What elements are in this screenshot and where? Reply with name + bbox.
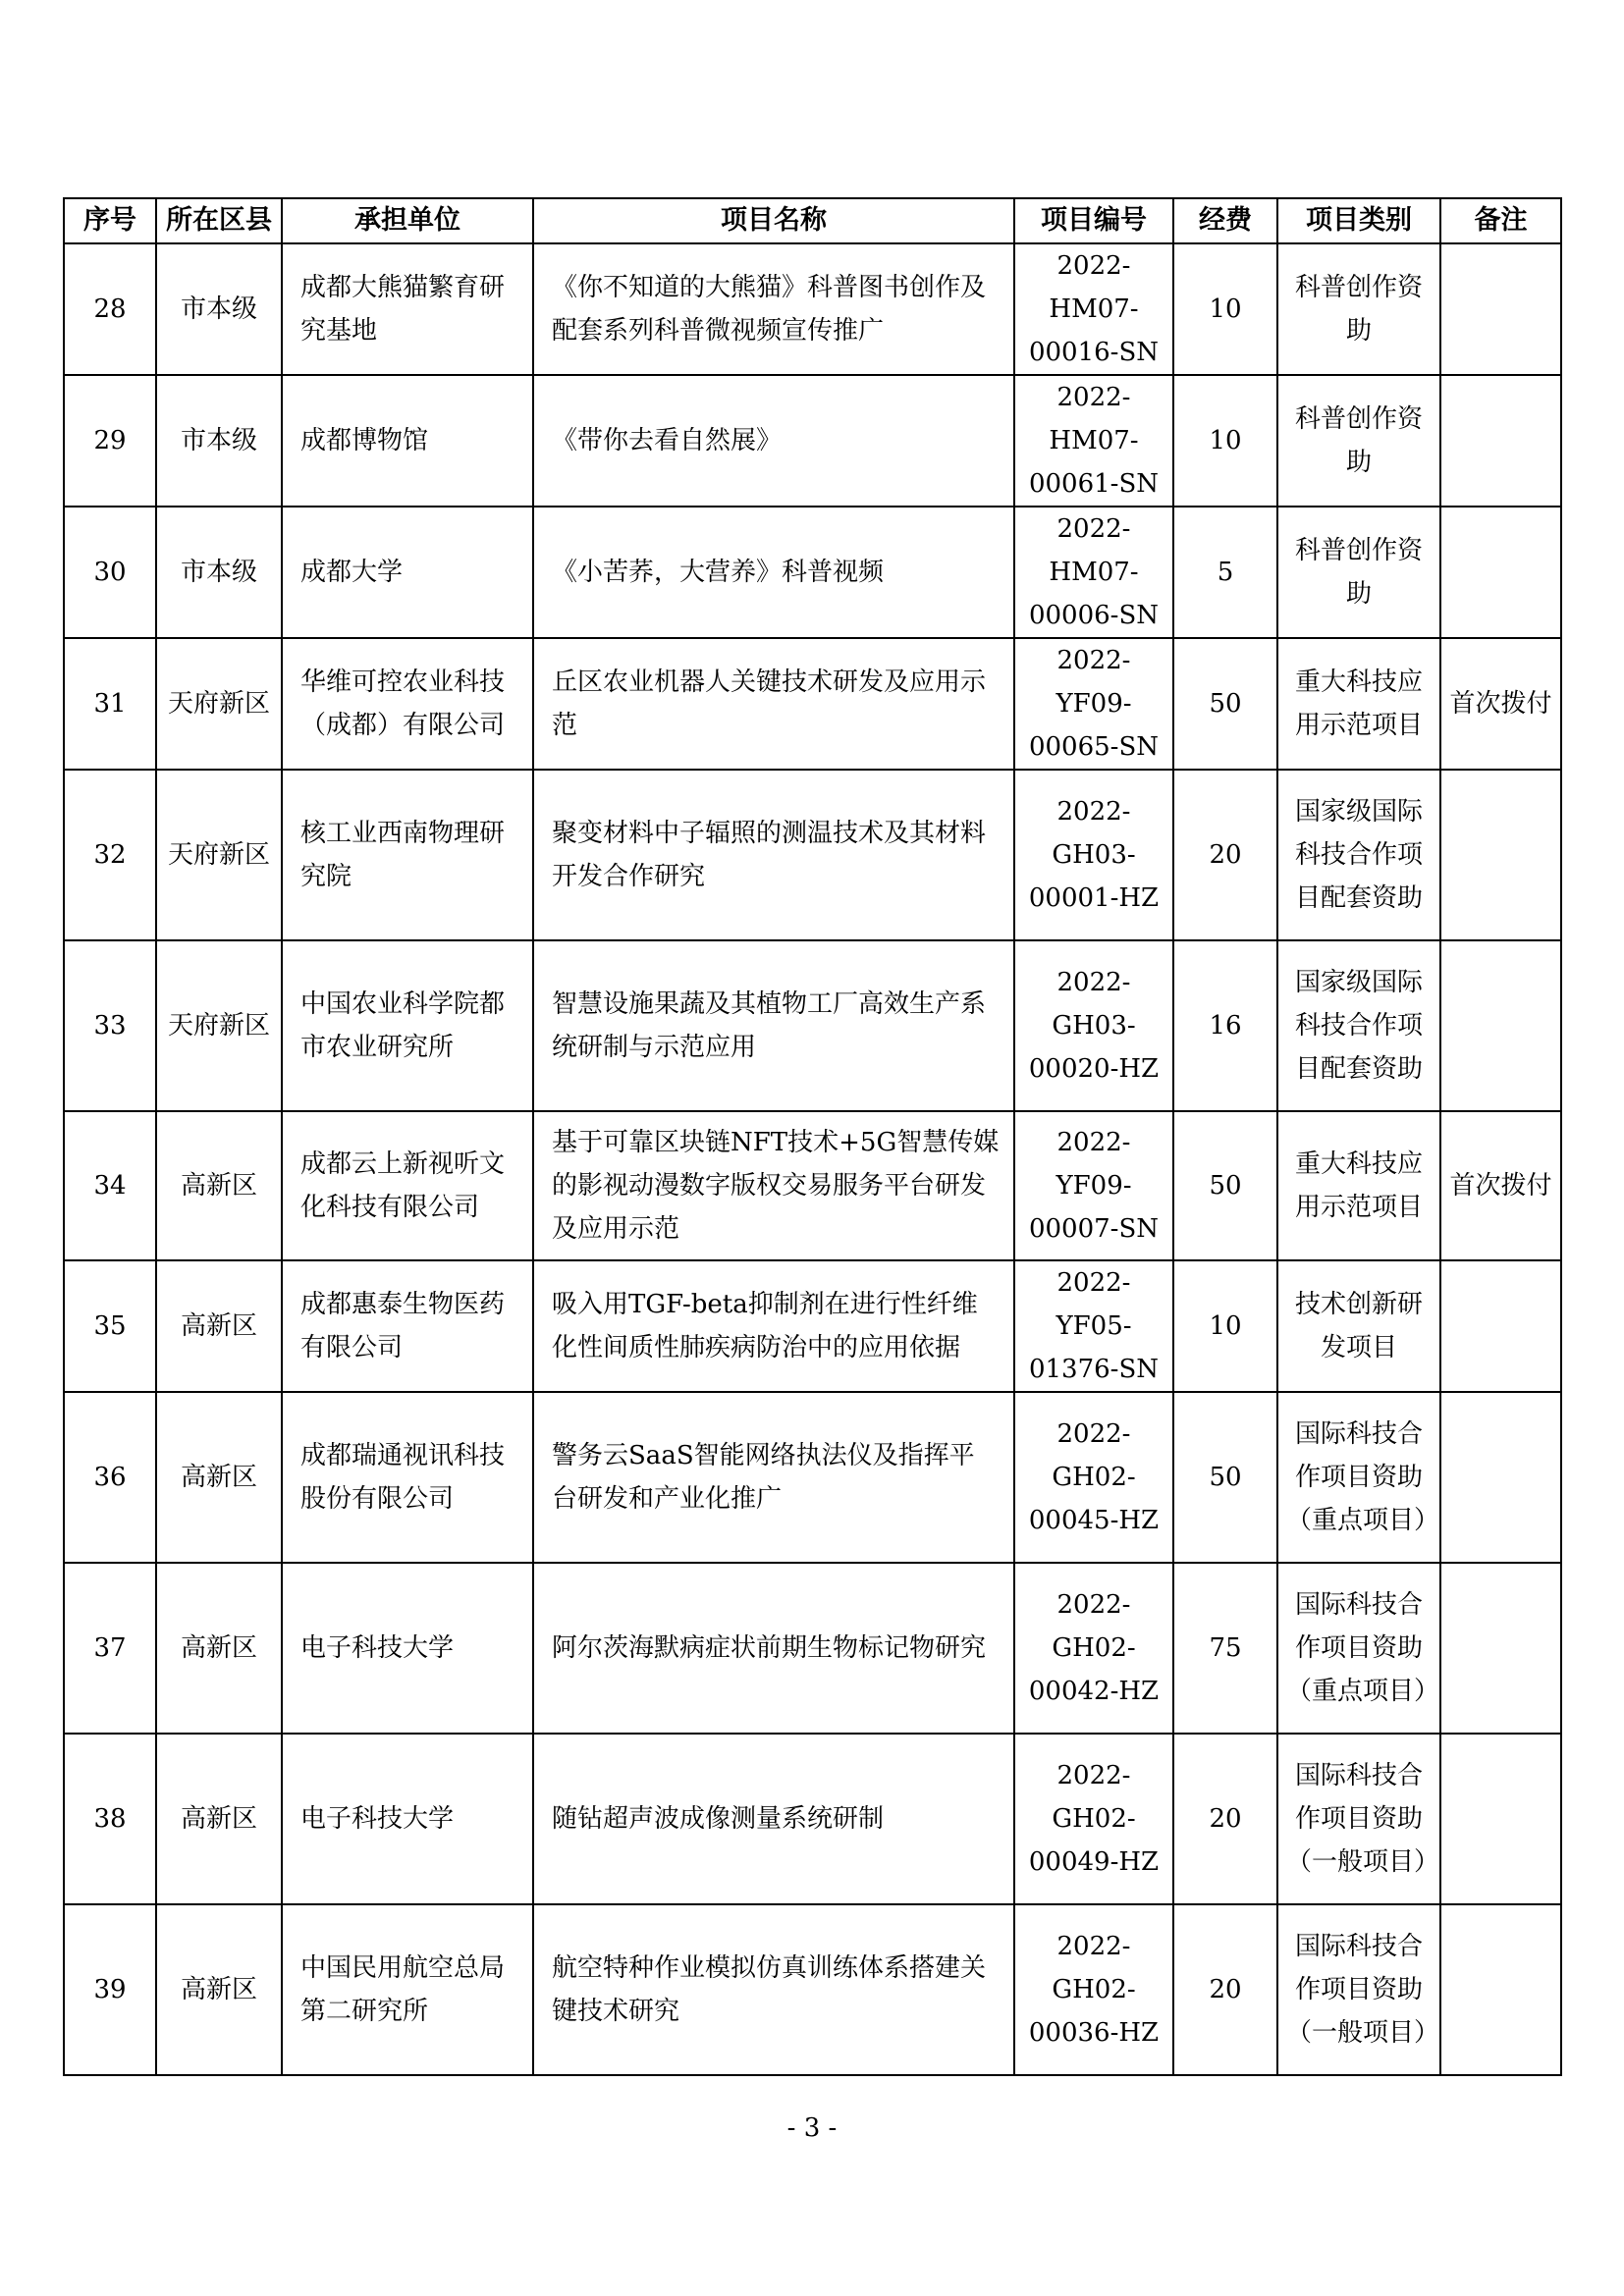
cell-fund: 10: [1173, 375, 1277, 507]
cell-no: 31: [64, 638, 156, 770]
header-project-code: 项目编号: [1014, 198, 1173, 243]
cell-no: 39: [64, 1904, 156, 2075]
table-row: [64, 1392, 1561, 1563]
cell-project-code: 2022-GH02-00042-HZ: [1014, 1563, 1173, 1734]
cell-remark: [1440, 940, 1561, 1111]
cell-fund: 20: [1173, 1734, 1277, 1904]
project-table: [63, 197, 1562, 2076]
header-district: 所在区县: [156, 198, 282, 243]
table-row: [64, 507, 1561, 638]
cell-unit: 成都博物馆: [282, 375, 533, 507]
cell-district: 高新区: [156, 1392, 282, 1563]
cell-fund: 75: [1173, 1563, 1277, 1734]
table-row: [64, 638, 1561, 770]
cell-unit: 中国农业科学院都市农业研究所: [282, 940, 533, 1111]
cell-remark: [1440, 243, 1561, 375]
cell-project-name: 《你不知道的大熊猫》科普图书创作及配套系列科普微视频宣传推广: [533, 243, 1014, 375]
cell-category: 重大科技应用示范项目: [1277, 638, 1440, 770]
cell-unit: 成都瑞通视讯科技股份有限公司: [282, 1392, 533, 1563]
cell-project-name: 智慧设施果蔬及其植物工厂高效生产系统研制与示范应用: [533, 940, 1014, 1111]
cell-category: 国际科技合作项目资助（一般项目）: [1277, 1904, 1440, 2075]
cell-district: 高新区: [156, 1734, 282, 1904]
cell-remark: [1440, 375, 1561, 507]
cell-no: 33: [64, 940, 156, 1111]
cell-project-name: 《带你去看自然展》: [533, 375, 1014, 507]
table-row: [64, 1260, 1561, 1392]
cell-unit: 成都大熊猫繁育研究基地: [282, 243, 533, 375]
cell-unit: 中国民用航空总局第二研究所: [282, 1904, 533, 2075]
cell-no: 38: [64, 1734, 156, 1904]
cell-project-code: 2022-GH03-00001-HZ: [1014, 770, 1173, 940]
cell-project-code: 2022-HM07-00061-SN: [1014, 375, 1173, 507]
cell-fund: 5: [1173, 507, 1277, 638]
cell-district: 高新区: [156, 1260, 282, 1392]
cell-category: 国家级国际科技合作项目配套资助: [1277, 940, 1440, 1111]
cell-fund: 50: [1173, 1392, 1277, 1563]
cell-project-code: 2022-GH02-00049-HZ: [1014, 1734, 1173, 1904]
cell-category: 国际科技合作项目资助（一般项目）: [1277, 1734, 1440, 1904]
cell-no: 37: [64, 1563, 156, 1734]
cell-district: 高新区: [156, 1111, 282, 1260]
table-row: [64, 770, 1561, 940]
cell-category: 科普创作资助: [1277, 375, 1440, 507]
cell-fund: 20: [1173, 1904, 1277, 2075]
cell-district: 市本级: [156, 243, 282, 375]
header-remark: 备注: [1440, 198, 1561, 243]
cell-district: 天府新区: [156, 940, 282, 1111]
cell-no: 35: [64, 1260, 156, 1392]
cell-unit: 电子科技大学: [282, 1734, 533, 1904]
cell-no: 36: [64, 1392, 156, 1563]
cell-fund: 50: [1173, 638, 1277, 770]
cell-project-name: 聚变材料中子辐照的测温技术及其材料开发合作研究: [533, 770, 1014, 940]
cell-project-code: 2022-YF05-01376-SN: [1014, 1260, 1173, 1392]
header-category: 项目类别: [1277, 198, 1440, 243]
cell-project-name: 基于可靠区块链NFT技术+5G智慧传媒的影视动漫数字版权交易服务平台研发及应用示范: [533, 1111, 1014, 1260]
cell-fund: 20: [1173, 770, 1277, 940]
cell-district: 天府新区: [156, 770, 282, 940]
cell-project-code: 2022-GH03-00020-HZ: [1014, 940, 1173, 1111]
table-row: [64, 940, 1561, 1111]
cell-project-name: 吸入用TGF-beta抑制剂在进行性纤维化性间质性肺疾病防治中的应用依据: [533, 1260, 1014, 1392]
cell-fund: 16: [1173, 940, 1277, 1111]
cell-project-code: 2022-HM07-00016-SN: [1014, 243, 1173, 375]
cell-district: 天府新区: [156, 638, 282, 770]
header-project-name: 项目名称: [533, 198, 1014, 243]
cell-unit: 成都云上新视听文化科技有限公司: [282, 1111, 533, 1260]
cell-unit: 华维可控农业科技（成都）有限公司: [282, 638, 533, 770]
cell-remark: [1440, 1734, 1561, 1904]
cell-project-name: 《小苦荞，大营养》科普视频: [533, 507, 1014, 638]
cell-no: 34: [64, 1111, 156, 1260]
cell-unit: 核工业西南物理研究院: [282, 770, 533, 940]
cell-remark: [1440, 1260, 1561, 1392]
table-row: [64, 1904, 1561, 2075]
cell-unit: 成都大学: [282, 507, 533, 638]
header-no: 序号: [64, 198, 156, 243]
cell-district: 市本级: [156, 507, 282, 638]
cell-project-code: 2022-GH02-00036-HZ: [1014, 1904, 1173, 2075]
cell-fund: 50: [1173, 1111, 1277, 1260]
cell-project-name: 丘区农业机器人关键技术研发及应用示范: [533, 638, 1014, 770]
table-row: [64, 375, 1561, 507]
cell-remark: [1440, 770, 1561, 940]
cell-unit: 成都惠泰生物医药有限公司: [282, 1260, 533, 1392]
cell-project-name: 警务云SaaS智能网络执法仪及指挥平台研发和产业化推广: [533, 1392, 1014, 1563]
cell-category: 国家级国际科技合作项目配套资助: [1277, 770, 1440, 940]
cell-fund: 10: [1173, 1260, 1277, 1392]
cell-project-name: 随钻超声波成像测量系统研制: [533, 1734, 1014, 1904]
cell-remark: 首次拨付: [1440, 1111, 1561, 1260]
table-row: [64, 243, 1561, 375]
cell-project-code: 2022-HM07-00006-SN: [1014, 507, 1173, 638]
table-row: [64, 1563, 1561, 1734]
cell-category: 科普创作资助: [1277, 243, 1440, 375]
table-header-row: [64, 198, 1561, 243]
cell-no: 30: [64, 507, 156, 638]
cell-unit: 电子科技大学: [282, 1563, 533, 1734]
cell-fund: 10: [1173, 243, 1277, 375]
table-row: [64, 1734, 1561, 1904]
cell-project-code: 2022-YF09-00007-SN: [1014, 1111, 1173, 1260]
cell-category: 国际科技合作项目资助（重点项目）: [1277, 1392, 1440, 1563]
cell-category: 重大科技应用示范项目: [1277, 1111, 1440, 1260]
cell-no: 28: [64, 243, 156, 375]
cell-category: 技术创新研发项目: [1277, 1260, 1440, 1392]
cell-project-name: 航空特种作业模拟仿真训练体系搭建关键技术研究: [533, 1904, 1014, 2075]
cell-remark: [1440, 507, 1561, 638]
page-number: - 3 -: [786, 2113, 838, 2143]
header-fund: 经费: [1173, 198, 1277, 243]
cell-district: 市本级: [156, 375, 282, 507]
cell-remark: 首次拨付: [1440, 638, 1561, 770]
cell-project-name: 阿尔茨海默病症状前期生物标记物研究: [533, 1563, 1014, 1734]
cell-district: 高新区: [156, 1563, 282, 1734]
cell-category: 科普创作资助: [1277, 507, 1440, 638]
cell-no: 29: [64, 375, 156, 507]
cell-project-code: 2022-YF09-00065-SN: [1014, 638, 1173, 770]
cell-district: 高新区: [156, 1904, 282, 2075]
cell-no: 32: [64, 770, 156, 940]
cell-project-code: 2022-GH02-00045-HZ: [1014, 1392, 1173, 1563]
table-row: [64, 1111, 1561, 1260]
cell-remark: [1440, 1563, 1561, 1734]
cell-category: 国际科技合作项目资助（重点项目）: [1277, 1563, 1440, 1734]
cell-remark: [1440, 1392, 1561, 1563]
cell-remark: [1440, 1904, 1561, 2075]
header-unit: 承担单位: [282, 198, 533, 243]
